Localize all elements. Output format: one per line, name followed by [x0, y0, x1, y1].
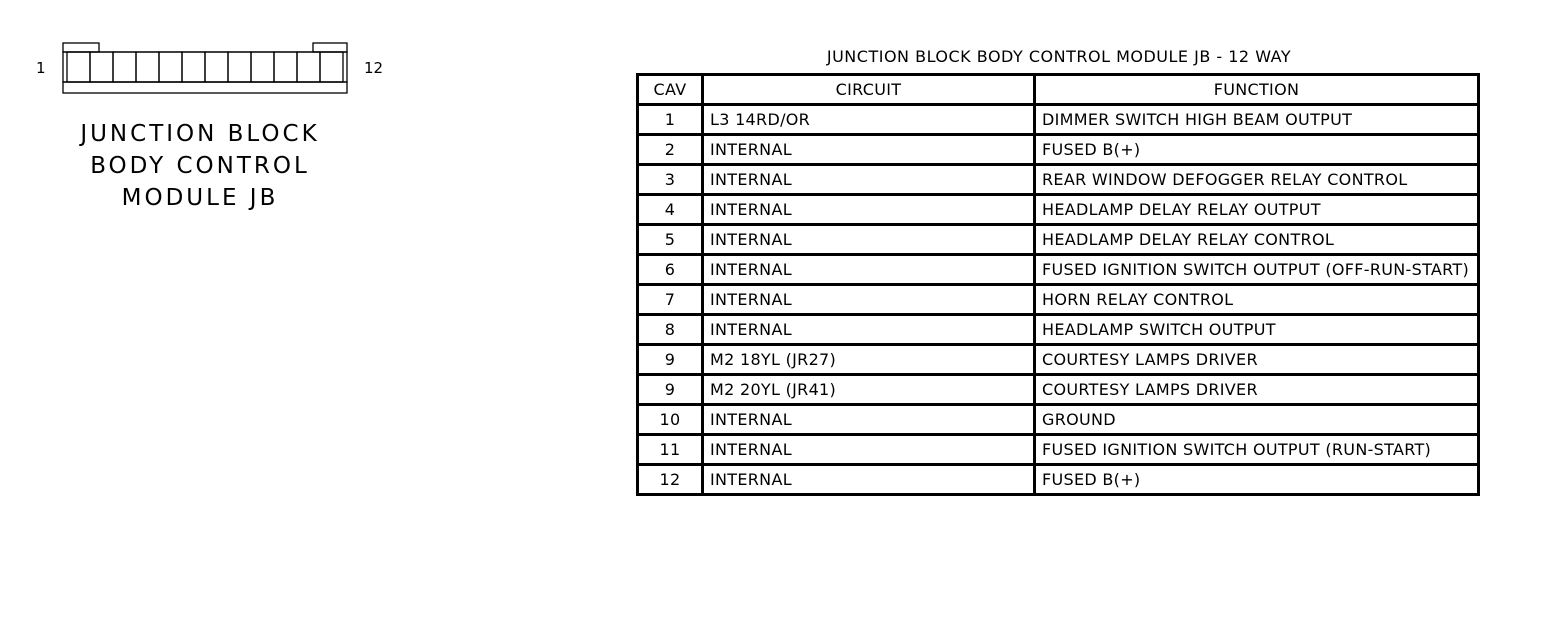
pinout-table — [636, 73, 1480, 496]
connector-name-line: JUNCTION BLOCK — [80, 121, 320, 147]
table-row — [638, 405, 1479, 435]
function-cell: FUSED IGNITION SWITCH OUTPUT (OFF-RUN-START) — [1035, 255, 1479, 285]
function-cell: HEADLAMP DELAY RELAY CONTROL — [1035, 225, 1479, 255]
table-row — [638, 165, 1479, 195]
connector-lock-tab — [313, 43, 347, 52]
table-row — [638, 225, 1479, 255]
connector-cavity — [297, 52, 320, 82]
cav-cell: 7 — [638, 285, 703, 315]
connector-cavity — [67, 52, 90, 82]
connector-cavity — [90, 52, 113, 82]
connector-cavity — [205, 52, 228, 82]
cav-cell: 12 — [638, 465, 703, 495]
connector-name-line: MODULE JB — [121, 185, 279, 211]
circuit-cell: M2 20YL (JR41) — [703, 375, 1035, 405]
connector-cavity — [251, 52, 274, 82]
function-cell: COURTESY LAMPS DRIVER — [1035, 375, 1479, 405]
connector-diagram — [0, 0, 600, 300]
cav-cell: 2 — [638, 135, 703, 165]
header-cav: CAV — [638, 75, 703, 105]
cav-cell: 8 — [638, 315, 703, 345]
circuit-cell: M2 18YL (JR27) — [703, 345, 1035, 375]
table-row — [638, 105, 1479, 135]
connector-cavity — [159, 52, 182, 82]
circuit-cell: INTERNAL — [703, 285, 1035, 315]
circuit-cell: INTERNAL — [703, 435, 1035, 465]
connector-cavity — [320, 52, 343, 82]
circuit-cell: L3 14RD/OR — [703, 105, 1035, 135]
connector-name — [40, 118, 360, 214]
circuit-cell: INTERNAL — [703, 465, 1035, 495]
function-cell: HEADLAMP DELAY RELAY OUTPUT — [1035, 195, 1479, 225]
function-cell: COURTESY LAMPS DRIVER — [1035, 345, 1479, 375]
table-row — [638, 465, 1479, 495]
circuit-cell: INTERNAL — [703, 255, 1035, 285]
connector-cavity — [274, 52, 297, 82]
cav-cell: 1 — [638, 105, 703, 135]
table-row — [638, 135, 1479, 165]
cav-cell: 5 — [638, 225, 703, 255]
function-cell: HEADLAMP SWITCH OUTPUT — [1035, 315, 1479, 345]
function-cell: HORN RELAY CONTROL — [1035, 285, 1479, 315]
cav-cell: 3 — [638, 165, 703, 195]
function-cell: FUSED B(+) — [1035, 135, 1479, 165]
pin-12-label: 12 — [364, 59, 384, 77]
connector-cavity — [228, 52, 251, 82]
table-row — [638, 285, 1479, 315]
table-header-row — [638, 75, 1479, 105]
connector-cavity — [113, 52, 136, 82]
circuit-cell: INTERNAL — [703, 165, 1035, 195]
connector-name-line: BODY CONTROL — [90, 153, 310, 179]
connector-face-drawing — [60, 40, 352, 96]
function-cell: REAR WINDOW DEFOGGER RELAY CONTROL — [1035, 165, 1479, 195]
circuit-cell: INTERNAL — [703, 405, 1035, 435]
cav-cell: 4 — [638, 195, 703, 225]
cav-cell: 10 — [638, 405, 703, 435]
circuit-cell: INTERNAL — [703, 135, 1035, 165]
function-cell: FUSED IGNITION SWITCH OUTPUT (RUN-START) — [1035, 435, 1479, 465]
table-title: JUNCTION BLOCK BODY CONTROL MODULE JB - 12 WAY — [826, 47, 1292, 66]
connector-cavity — [182, 52, 205, 82]
table-row — [638, 195, 1479, 225]
header-function: FUNCTION — [1035, 75, 1479, 105]
cav-cell: 9 — [638, 345, 703, 375]
function-cell: DIMMER SWITCH HIGH BEAM OUTPUT — [1035, 105, 1479, 135]
circuit-cell: INTERNAL — [703, 195, 1035, 225]
table-row — [638, 255, 1479, 285]
cav-cell: 6 — [638, 255, 703, 285]
circuit-cell: INTERNAL — [703, 315, 1035, 345]
connector-cavity — [136, 52, 159, 82]
header-circuit: CIRCUIT — [703, 75, 1035, 105]
connector-lock-tab — [63, 43, 99, 52]
function-cell: GROUND — [1035, 405, 1479, 435]
table-row — [638, 435, 1479, 465]
pin-1-label: 1 — [36, 59, 46, 77]
cav-cell: 9 — [638, 375, 703, 405]
function-cell: FUSED B(+) — [1035, 465, 1479, 495]
table-row — [638, 375, 1479, 405]
table-row — [638, 345, 1479, 375]
circuit-cell: INTERNAL — [703, 225, 1035, 255]
table-row — [638, 315, 1479, 345]
cav-cell: 11 — [638, 435, 703, 465]
connector-base-rail — [63, 82, 347, 93]
